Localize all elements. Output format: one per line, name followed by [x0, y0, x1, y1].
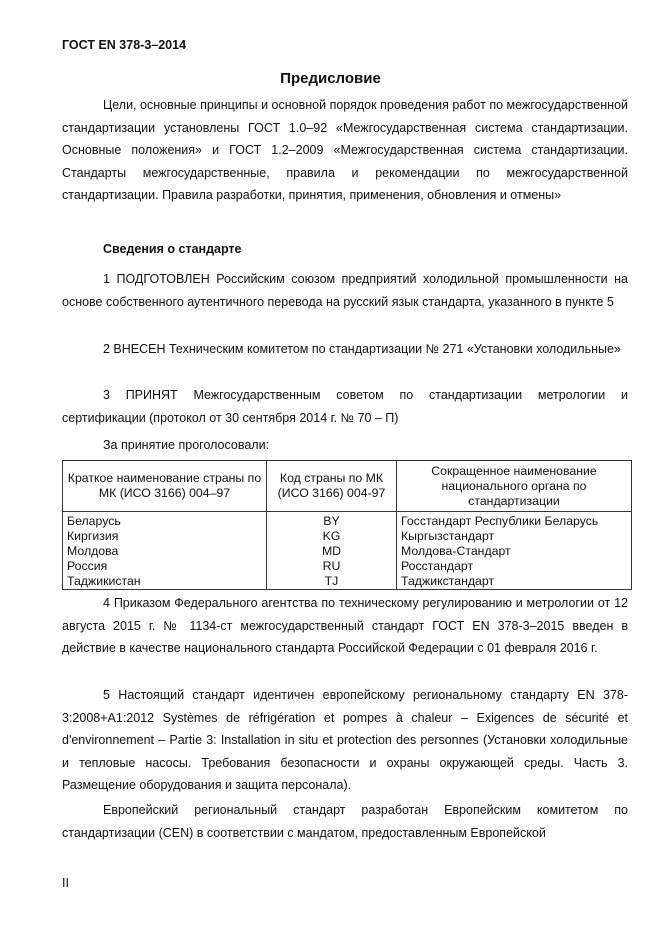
table-row	[63, 574, 632, 590]
voting-states-table	[62, 460, 632, 590]
item-5-paragraph: 5 Настоящий стандарт идентичен европейскому региональному стандарту EN 378-3:2008+A1:2012 Systèmes de réfrigération et pompes à chaleur – Exigences de sécurité et d'environnement – Partie 3: Installation in situ et protection des personnes (Установки холодильные и тепловые насосы. Требования безопасности и охраны окружающей среды. Часть 3. Размещение оборудования и защита персонала).	[62, 688, 628, 792]
table-row	[63, 529, 632, 544]
header-country-name: Краткое наименование страны по МК (ИСО 3166) 004–97	[63, 461, 267, 512]
item-1-paragraph: 1 ПОДГОТОВЛЕН Российским союзом предприятий холодильной промышленности на основе собственного аутентичного перевода на русский язык стандарта, указанного в пункте 5	[62, 272, 628, 309]
document-code: ГОСТ EN 378-3–2014	[62, 38, 187, 52]
country-name-cell: Беларусь	[63, 512, 267, 530]
country-code-cell: KG	[267, 529, 397, 544]
national-body-cell: Молдова-Стандарт	[397, 544, 632, 559]
national-body-cell: Таджикстандарт	[397, 574, 632, 590]
table-row	[63, 544, 632, 559]
page-title: Предисловие	[280, 70, 381, 87]
country-code-cell: RU	[267, 559, 397, 574]
table-header-row	[63, 461, 632, 512]
national-body-cell: Кыргызстандарт	[397, 529, 632, 544]
item-3-paragraph: 3 ПРИНЯТ Межгосударственным советом по стандартизации метрологии и сертификации (протокол от 30 сентября 2014 г. № 70 – П)	[62, 388, 628, 425]
table-row	[63, 512, 632, 530]
item-4-paragraph: 4 Приказом Федерального агентства по техническому регулированию и метрологии от 12 августа 2015 г. № 1134-ст межгосударственный стандарт ГОСТ EN 378-3–2015 введен в действие в качестве национального стандарта Российской Федерации с 01 февраля 2016 г.	[62, 596, 628, 655]
national-body-cell: Росстандарт	[397, 559, 632, 574]
header-country-code: Код страны по МК (ИСО 3166) 004-97	[267, 461, 397, 512]
country-name-cell: Молдова	[63, 544, 267, 559]
country-name-cell: Таджикистан	[63, 574, 267, 590]
national-body-cell: Госстандарт Республики Беларусь	[397, 512, 632, 530]
page-number: II	[62, 876, 69, 890]
intro-paragraph: Цели, основные принципы и основной порядок проведения работ по межгосударственной стандартизации установлены ГОСТ 1.0–92 «Межгосударственная система стандартизации. Основные положения» и ГОСТ 1.2–2009 «Межгосударственная система стандартизации. Стандарты межгосударственные, правила и рекомендации по межгосударственной стандартизации. Правила разработки, принятия, применения, обновления и отмены»	[62, 98, 628, 202]
table-row	[63, 559, 632, 574]
country-code-cell: BY	[267, 512, 397, 530]
item-2-paragraph: 2 ВНЕСЕН Техническим комитетом по стандартизации № 271 «Установки холодильные»	[103, 342, 621, 356]
country-code-cell: TJ	[267, 574, 397, 590]
european-standard-paragraph: Европейский региональный стандарт разработан Европейским комитетом по стандартизации (CEN) в соответствии с мандатом, предоставленным Европейской	[62, 803, 628, 840]
section-subtitle: Сведения о стандарте	[103, 242, 242, 256]
header-national-body: Сокращенное наименование национального органа по стандартизации	[397, 461, 632, 512]
country-name-cell: Киргизия	[63, 529, 267, 544]
country-name-cell: Россия	[63, 559, 267, 574]
voted-caption: За принятие проголосовали:	[103, 438, 270, 452]
country-code-cell: MD	[267, 544, 397, 559]
